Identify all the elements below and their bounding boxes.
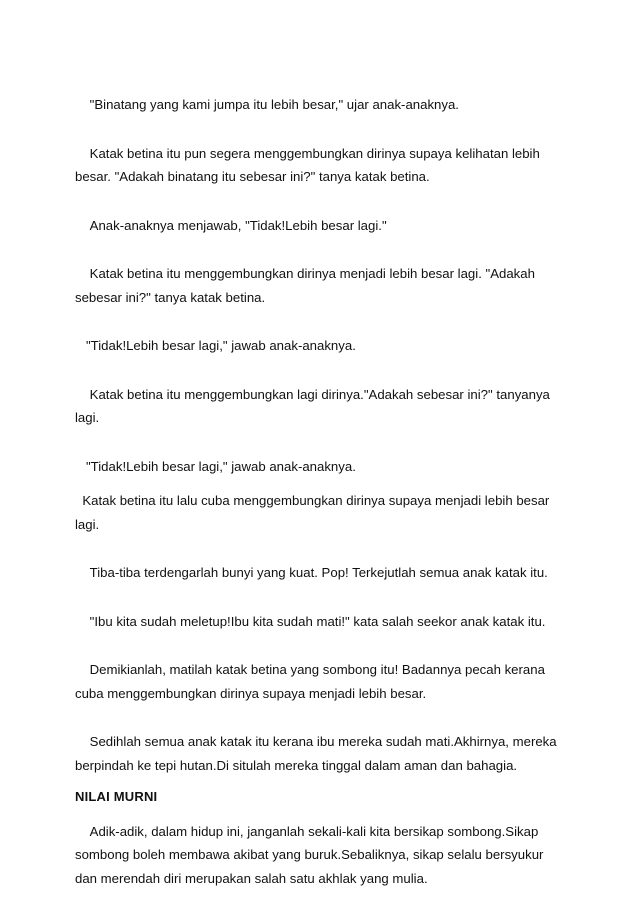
story-paragraph: "Tidak!Lebih besar lagi," jawab anak-anaknya.: [75, 338, 356, 353]
story-paragraph: Katak betina itu menggembungkan dirinya menjadi lebih besar lagi. "Adakah sebesar ini?" tanya katak betina.: [75, 266, 539, 305]
story-paragraph: Sedihlah semua anak katak itu kerana ibu mereka sudah mati.Akhirnya, mereka berpindah ke tepi hutan.Di situlah mereka tinggal dalam aman dan bahagia.: [75, 734, 561, 773]
story-paragraph: Katak betina itu lalu cuba menggembungkan dirinya supaya menjadi lebih besar lagi.: [75, 493, 553, 532]
story-paragraph: "Binatang yang kami jumpa itu lebih besar," ujar anak-anaknya.: [75, 97, 459, 112]
story-paragraph: Katak betina itu pun segera menggembungkan dirinya supaya kelihatan lebih besar. "Adakah binatang itu sebesar ini?" tanya katak betina.: [75, 145, 544, 184]
story-paragraph: Demikianlah, matilah katak betina yang sombong itu! Badannya pecah kerana cuba menggembungkan dirinya supaya menjadi lebih besar.: [75, 662, 549, 701]
story-paragraph: Katak betina itu menggembungkan lagi dirinya."Adakah sebesar ini?" tanyanya lagi.: [75, 386, 554, 425]
story-paragraph: "Tidak!Lebih besar lagi," jawab anak-anaknya.: [75, 458, 356, 474]
story-paragraph: Tiba-tiba terdengarlah bunyi yang kuat. Pop! Terkejutlah semua anak katak itu.: [75, 565, 548, 580]
moral-paragraph: Adik-adik, dalam hidup ini, janganlah sekali-kali kita bersikap sombong.Sikap sombong boleh membawa akibat yang buruk.Sebaliknya, sikap selalu bersyukur dan merendah diri merupakan salah satu akhlak yang mulia.: [75, 823, 548, 886]
moral-heading: NILAI MURNI: [75, 789, 158, 804]
story-body: [75, 93, 565, 890]
story-paragraph: "Ibu kita sudah meletup!Ibu kita sudah mati!" kata salah seekor anak katak itu.: [75, 613, 546, 629]
story-paragraph: Anak-anaknya menjawab, "Tidak!Lebih besar lagi.": [75, 217, 387, 233]
